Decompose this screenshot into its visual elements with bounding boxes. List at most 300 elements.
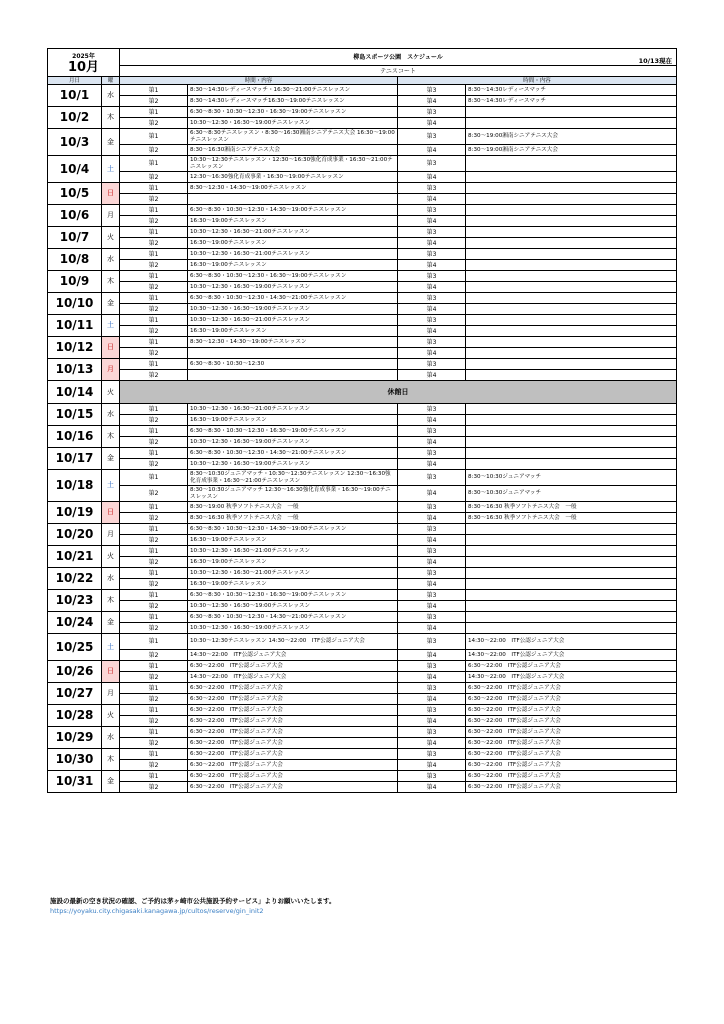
- weekday-cell: 火: [102, 381, 120, 404]
- schedule-row: [48, 156, 677, 172]
- date-cell: 10/20: [48, 524, 102, 546]
- schedule-row: [48, 672, 677, 683]
- court-label: 第2: [120, 601, 188, 612]
- schedule-row: [48, 448, 677, 459]
- date-cell: 10/31: [48, 771, 102, 793]
- schedule-content: [466, 524, 677, 535]
- date-cell: 10/17: [48, 448, 102, 470]
- schedule-content: [466, 293, 677, 304]
- weekday-cell: 金: [102, 771, 120, 793]
- schedule-content: 6:30～22:00 ITF公認ジュニア大会: [188, 749, 398, 760]
- schedule-content: 6:30～8:30・10:30～12:30・14:30～19:00テニスレッスン: [188, 205, 398, 216]
- court-label: 第3: [398, 404, 466, 415]
- court-label: 第3: [398, 705, 466, 716]
- schedule-row: [48, 194, 677, 205]
- court-label: 第2: [120, 782, 188, 793]
- col-header-content-left: 時間・内容: [120, 77, 398, 85]
- schedule-content: 10:30～12:30・16:30～21:00テニスレッスン: [188, 249, 398, 260]
- date-cell: 10/27: [48, 683, 102, 705]
- schedule-row: [48, 293, 677, 304]
- weekday-cell: 水: [102, 85, 120, 107]
- schedule-row: [48, 601, 677, 612]
- weekday-cell: 日: [102, 183, 120, 205]
- court-label: 第2: [120, 118, 188, 129]
- schedule-row: [48, 85, 677, 96]
- court-label: 第4: [398, 326, 466, 337]
- schedule-content: [466, 107, 677, 118]
- date-cell: 10/2: [48, 107, 102, 129]
- schedule-row: [48, 227, 677, 238]
- court-label: 第2: [120, 437, 188, 448]
- schedule-content: 8:30～14:30レディースマッチ・16:30～21:00テニスレッスン: [188, 85, 398, 96]
- schedule-content: 6:30～8:30・10:30～12:30・14:30～21:00テニスレッスン: [188, 448, 398, 459]
- court-label: 第1: [120, 771, 188, 782]
- month-label: 10月: [67, 59, 100, 75]
- court-label: 第4: [398, 716, 466, 727]
- court-label: 第1: [120, 448, 188, 459]
- weekday-cell: 火: [102, 705, 120, 727]
- schedule-content: 6:30～8:30・10:30～12:30・14:30～21:00テニスレッスン: [188, 293, 398, 304]
- date-cell: 10/28: [48, 705, 102, 727]
- court-label: 第1: [120, 107, 188, 118]
- schedule-row: [48, 513, 677, 524]
- schedule-content: 8:30～16:30 秋季ソフトテニス大会 一般: [466, 502, 677, 513]
- weekday-cell: 月: [102, 359, 120, 381]
- schedule-content: 10:30～12:30テニスレッスン・12:30～16:30強化育成事業・16:30～21:00テニスレッスン: [188, 156, 398, 172]
- court-label: 第2: [120, 716, 188, 727]
- date-cell: 10/29: [48, 727, 102, 749]
- schedule-content: 8:30～10:30ジュニアマッチ 12:30～16:30強化育成事業・16:30～19:00テニスレッスン: [188, 486, 398, 502]
- court-label: 第3: [398, 156, 466, 172]
- footer-note: 施設の最新の空き状況の確認、ご予約は茅ヶ崎市公共施設予約サービス」よりお願いいたします。: [50, 897, 336, 905]
- court-label: 第3: [398, 85, 466, 96]
- schedule-content: 16:30～19:00テニスレッスン: [188, 557, 398, 568]
- schedule-content: 6:30～8:30・10:30～12:30・14:30～19:00テニスレッスン: [188, 524, 398, 535]
- schedule-content: 6:30～22:00 ITF公認ジュニア大会: [188, 694, 398, 705]
- schedule-content: 16:30～19:00テニスレッスン: [188, 415, 398, 426]
- court-label: 第4: [398, 459, 466, 470]
- schedule-row: [48, 315, 677, 326]
- court-label: 第1: [120, 426, 188, 437]
- court-label: 第1: [120, 749, 188, 760]
- schedule-content: 6:30～22:00 ITF公認ジュニア大会: [188, 771, 398, 782]
- court-label: 第1: [120, 568, 188, 579]
- court-label: 第2: [120, 694, 188, 705]
- court-label: 第2: [120, 370, 188, 381]
- court-label: 第4: [398, 437, 466, 448]
- schedule-content: 14:30～22:00 ITF公認ジュニア大会: [188, 650, 398, 661]
- schedule-content: [466, 238, 677, 249]
- schedule-content: 6:30～22:00 ITF公認ジュニア大会: [466, 716, 677, 727]
- schedule-content: 10:30～12:30・16:30～19:00テニスレッスン: [188, 601, 398, 612]
- schedule-content: 12:30～16:30強化育成事業・16:30～19:00テニスレッスン: [188, 172, 398, 183]
- schedule-content: 8:30～12:30・14:30～19:00テニスレッスン: [188, 337, 398, 348]
- page-title-cell: [120, 49, 677, 66]
- weekday-cell: 土: [102, 315, 120, 337]
- year-month-cell: [48, 49, 120, 77]
- date-cell: 10/26: [48, 661, 102, 683]
- schedule-content: 6:30～22:00 ITF公認ジュニア大会: [188, 683, 398, 694]
- schedule-content: 8:30～10:30ジュニアマッチ: [466, 470, 677, 486]
- schedule-content: [466, 448, 677, 459]
- court-label: 第3: [398, 293, 466, 304]
- court-label: 第2: [120, 535, 188, 546]
- court-label: 第4: [398, 672, 466, 683]
- court-label: 第1: [120, 612, 188, 623]
- schedule-row: [48, 172, 677, 183]
- schedule-row: [48, 359, 677, 370]
- date-cell: 10/24: [48, 612, 102, 634]
- schedule-content: [466, 546, 677, 557]
- schedule-row: [48, 470, 677, 486]
- court-label: 第3: [398, 205, 466, 216]
- schedule-content: [466, 623, 677, 634]
- weekday-cell: 火: [102, 546, 120, 568]
- schedule-sheet: [47, 48, 676, 793]
- schedule-content: 6:30～8:30・10:30～12:30・16:30～19:00テニスレッスン: [188, 107, 398, 118]
- schedule-content: 6:30～22:00 ITF公認ジュニア大会: [466, 771, 677, 782]
- weekday-cell: 木: [102, 426, 120, 448]
- schedule-content: 14:30～22:00 ITF公認ジュニア大会: [466, 672, 677, 683]
- court-label: 第2: [120, 513, 188, 524]
- schedule-row: [48, 415, 677, 426]
- venue-label: テニスコート: [120, 66, 677, 77]
- date-cell: 10/30: [48, 749, 102, 771]
- schedule-row: [48, 557, 677, 568]
- weekday-cell: 日: [102, 337, 120, 359]
- schedule-row: [48, 634, 677, 650]
- court-label: 第2: [120, 415, 188, 426]
- court-label: 第4: [398, 194, 466, 205]
- date-cell: 10/19: [48, 502, 102, 524]
- court-label: 第3: [398, 129, 466, 145]
- court-label: 第1: [120, 683, 188, 694]
- date-cell: 10/12: [48, 337, 102, 359]
- schedule-content: 8:30～16:30 秋季ソフトテニス大会 一般: [188, 513, 398, 524]
- court-label: 第1: [120, 337, 188, 348]
- schedule-content: [466, 194, 677, 205]
- schedule-row: [48, 683, 677, 694]
- schedule-content: 8:30～14:30レディースマッチ: [466, 85, 677, 96]
- court-label: 第1: [120, 183, 188, 194]
- schedule-content: [466, 359, 677, 370]
- court-label: 第4: [398, 96, 466, 107]
- weekday-cell: 月: [102, 683, 120, 705]
- weekday-cell: 日: [102, 502, 120, 524]
- weekday-cell: 水: [102, 404, 120, 426]
- schedule-row: [48, 304, 677, 315]
- schedule-content: [466, 249, 677, 260]
- schedule-row: [48, 249, 677, 260]
- reservation-link[interactable]: https://yoyaku.city.chigasaki.kanagawa.jp/cultos/reserve/gin_init2: [50, 907, 264, 915]
- schedule-content: 6:30～22:00 ITF公認ジュニア大会: [188, 661, 398, 672]
- court-label: 第4: [398, 535, 466, 546]
- date-cell: 10/16: [48, 426, 102, 448]
- schedule-content: 10:30～12:30・16:30～21:00テニスレッスン: [188, 568, 398, 579]
- schedule-content: [188, 348, 398, 359]
- court-label: 第4: [398, 601, 466, 612]
- schedule-row: [48, 282, 677, 293]
- court-label: 第1: [120, 359, 188, 370]
- schedule-content: [466, 337, 677, 348]
- schedule-content: 8:30～16:30 秋季ソフトテニス大会 一般: [466, 513, 677, 524]
- schedule-content: 8:30～12:30・14:30～19:00テニスレッスン: [188, 183, 398, 194]
- court-label: 第3: [398, 568, 466, 579]
- schedule-content: [466, 118, 677, 129]
- schedule-row: [48, 694, 677, 705]
- court-label: 第4: [398, 304, 466, 315]
- date-cell: 10/10: [48, 293, 102, 315]
- court-label: 第3: [398, 337, 466, 348]
- schedule-content: 8:30～19:00湘南シニアテニス大会: [466, 145, 677, 156]
- court-label: 第4: [398, 650, 466, 661]
- court-label: 第4: [398, 348, 466, 359]
- court-label: 第1: [120, 634, 188, 650]
- schedule-content: 8:30～14:30レディースマッチ16:30～19:00テニスレッスン: [188, 96, 398, 107]
- schedule-row: [48, 568, 677, 579]
- court-label: 第1: [120, 249, 188, 260]
- schedule-row: [48, 612, 677, 623]
- court-label: 第3: [398, 271, 466, 282]
- court-label: 第4: [398, 238, 466, 249]
- court-label: 第1: [120, 470, 188, 486]
- court-label: 第3: [398, 661, 466, 672]
- schedule-content: [466, 271, 677, 282]
- schedule-content: 10:30～12:30・16:30～21:00テニスレッスン: [188, 227, 398, 238]
- schedule-content: [466, 370, 677, 381]
- schedule-content: 14:30～22:00 ITF公認ジュニア大会: [466, 634, 677, 650]
- weekday-cell: 土: [102, 634, 120, 661]
- court-label: 第4: [398, 145, 466, 156]
- schedule-content: 6:30～22:00 ITF公認ジュニア大会: [466, 705, 677, 716]
- schedule-content: [466, 426, 677, 437]
- court-label: 第2: [120, 216, 188, 227]
- col-header-content-right: 時間・内容: [398, 77, 677, 85]
- schedule-row: [48, 502, 677, 513]
- weekday-cell: 土: [102, 470, 120, 502]
- schedule-row: [48, 546, 677, 557]
- schedule-content: 6:30～22:00 ITF公認ジュニア大会: [466, 760, 677, 771]
- schedule-content: [188, 194, 398, 205]
- schedule-row: [48, 205, 677, 216]
- court-label: 第1: [120, 271, 188, 282]
- schedule-row: [48, 216, 677, 227]
- weekday-cell: 水: [102, 568, 120, 590]
- court-label: 第2: [120, 579, 188, 590]
- court-label: 第2: [120, 304, 188, 315]
- court-label: 第1: [120, 546, 188, 557]
- as-of-date: 10/13現在: [638, 57, 673, 65]
- schedule-row: [48, 623, 677, 634]
- court-label: 第4: [398, 782, 466, 793]
- schedule-row: [48, 716, 677, 727]
- court-label: 第3: [398, 502, 466, 513]
- weekday-cell: 日: [102, 661, 120, 683]
- court-label: 第1: [120, 205, 188, 216]
- schedule-content: 6:30～8:30・10:30～12:30・16:30～19:00テニスレッスン: [188, 271, 398, 282]
- schedule-content: 6:30～22:00 ITF公認ジュニア大会: [466, 749, 677, 760]
- court-label: 第3: [398, 683, 466, 694]
- weekday-cell: 水: [102, 727, 120, 749]
- schedule-content: [466, 579, 677, 590]
- schedule-content: 10:30～12:30・16:30～19:00テニスレッスン: [188, 118, 398, 129]
- court-label: 第1: [120, 727, 188, 738]
- date-cell: 10/3: [48, 129, 102, 156]
- schedule-content: 6:30～22:00 ITF公認ジュニア大会: [466, 727, 677, 738]
- schedule-row: [48, 326, 677, 337]
- schedule-content: 6:30～22:00 ITF公認ジュニア大会: [188, 716, 398, 727]
- court-label: 第4: [398, 216, 466, 227]
- schedule-content: [466, 348, 677, 359]
- schedule-row: [48, 145, 677, 156]
- court-label: 第2: [120, 172, 188, 183]
- weekday-cell: 土: [102, 156, 120, 183]
- schedule-content: 6:30～8:30テニスレッスン・8:30～16:30湘南シニアテニス大会 16:30～19:00テニスレッスン: [188, 129, 398, 145]
- date-cell: 10/9: [48, 271, 102, 293]
- court-label: 第3: [398, 634, 466, 650]
- date-cell: 10/15: [48, 404, 102, 426]
- schedule-content: 6:30～8:30・10:30～12:30・14:30～21:00テニスレッスン: [188, 612, 398, 623]
- schedule-row: [48, 260, 677, 271]
- court-label: 第1: [120, 156, 188, 172]
- weekday-cell: 金: [102, 293, 120, 315]
- court-label: 第3: [398, 227, 466, 238]
- schedule-content: 6:30～22:00 ITF公認ジュニア大会: [188, 782, 398, 793]
- court-label: 第3: [398, 448, 466, 459]
- schedule-content: 10:30～12:30・16:30～19:00テニスレッスン: [188, 459, 398, 470]
- schedule-row: [48, 404, 677, 415]
- col-header-date: 月日: [48, 77, 102, 85]
- schedule-content: [466, 216, 677, 227]
- schedule-content: 10:30～12:30・16:30～21:00テニスレッスン: [188, 546, 398, 557]
- schedule-content: [466, 437, 677, 448]
- court-label: 第1: [120, 293, 188, 304]
- col-header-dow: 曜: [102, 77, 120, 85]
- schedule-content: 14:30～22:00 ITF公認ジュニア大会: [188, 672, 398, 683]
- court-label: 第4: [398, 694, 466, 705]
- weekday-cell: 木: [102, 590, 120, 612]
- court-label: 第4: [398, 260, 466, 271]
- schedule-content: [466, 156, 677, 172]
- schedule-content: 14:30～22:00 ITF公認ジュニア大会: [466, 650, 677, 661]
- court-label: 第3: [398, 590, 466, 601]
- date-cell: 10/23: [48, 590, 102, 612]
- schedule-row: [48, 579, 677, 590]
- court-label: 第4: [398, 415, 466, 426]
- date-cell: 10/7: [48, 227, 102, 249]
- court-label: 第3: [398, 183, 466, 194]
- schedule-content: [188, 370, 398, 381]
- schedule-content: [466, 315, 677, 326]
- court-label: 第1: [120, 661, 188, 672]
- year-label: 2025年: [72, 52, 95, 60]
- court-label: 第3: [398, 612, 466, 623]
- schedule-content: 16:30～19:00テニスレッスン: [188, 260, 398, 271]
- court-label: 第3: [398, 771, 466, 782]
- schedule-content: [466, 601, 677, 612]
- schedule-row: [48, 650, 677, 661]
- schedule-row: [48, 535, 677, 546]
- court-label: 第4: [398, 738, 466, 749]
- date-cell: 10/21: [48, 546, 102, 568]
- schedule-row: [48, 771, 677, 782]
- schedule-content: 8:30～19:00 秋季ソフトテニス大会 一般: [188, 502, 398, 513]
- schedule-table: [47, 48, 677, 793]
- schedule-content: 6:30～22:00 ITF公認ジュニア大会: [466, 738, 677, 749]
- schedule-row-closed: [48, 381, 677, 404]
- court-label: 第4: [398, 172, 466, 183]
- schedule-content: 10:30～12:30・16:30～19:00テニスレッスン: [188, 304, 398, 315]
- schedule-content: [466, 260, 677, 271]
- court-label: 第2: [120, 486, 188, 502]
- schedule-row: [48, 749, 677, 760]
- schedule-content: [466, 568, 677, 579]
- weekday-cell: 金: [102, 612, 120, 634]
- schedule-content: 6:30～8:30・10:30～12:30・16:30～19:00テニスレッスン: [188, 590, 398, 601]
- court-label: 第1: [120, 129, 188, 145]
- schedule-content: [466, 304, 677, 315]
- schedule-row: [48, 96, 677, 107]
- schedule-content: 16:30～19:00テニスレッスン: [188, 579, 398, 590]
- schedule-content: 6:30～8:30・10:30～12:30: [188, 359, 398, 370]
- weekday-cell: 月: [102, 205, 120, 227]
- court-label: 第2: [120, 348, 188, 359]
- date-cell: 10/18: [48, 470, 102, 502]
- schedule-content: [466, 172, 677, 183]
- date-cell: 10/14: [48, 381, 102, 404]
- schedule-content: [466, 227, 677, 238]
- schedule-row: [48, 727, 677, 738]
- court-label: 第2: [120, 650, 188, 661]
- schedule-content: 6:30～22:00 ITF公認ジュニア大会: [466, 661, 677, 672]
- date-cell: 10/11: [48, 315, 102, 337]
- schedule-content: 8:30～10:30ジュニアマッチ: [466, 486, 677, 502]
- court-label: 第2: [120, 282, 188, 293]
- court-label: 第3: [398, 359, 466, 370]
- court-label: 第2: [120, 623, 188, 634]
- court-label: 第3: [398, 524, 466, 535]
- schedule-content: 8:30～14:30レディースマッチ: [466, 96, 677, 107]
- schedule-row: [48, 129, 677, 145]
- court-label: 第1: [120, 315, 188, 326]
- schedule-content: 10:30～12:30・16:30～21:00テニスレッスン: [188, 315, 398, 326]
- court-label: 第4: [398, 118, 466, 129]
- schedule-row: [48, 459, 677, 470]
- court-label: 第4: [398, 557, 466, 568]
- schedule-content: 6:30～22:00 ITF公認ジュニア大会: [188, 738, 398, 749]
- date-cell: 10/4: [48, 156, 102, 183]
- schedule-row: [48, 590, 677, 601]
- court-label: 第4: [398, 760, 466, 771]
- court-label: 第2: [120, 96, 188, 107]
- schedule-content: [466, 590, 677, 601]
- court-label: 第1: [120, 404, 188, 415]
- schedule-content: 8:30～16:30湘南シニアテニス大会: [188, 145, 398, 156]
- schedule-row: [48, 705, 677, 716]
- court-label: 第4: [398, 282, 466, 293]
- schedule-content: 10:30～12:30・16:30～21:00テニスレッスン: [188, 404, 398, 415]
- schedule-content: 16:30～19:00テニスレッスン: [188, 238, 398, 249]
- court-label: 第2: [120, 738, 188, 749]
- page-title: 柳島スポーツ公園 スケジュール: [353, 53, 443, 61]
- date-cell: 10/1: [48, 85, 102, 107]
- schedule-content: 10:30～12:30テニスレッスン 14:30～22:00 ITF公認ジュニア大会: [188, 634, 398, 650]
- date-cell: 10/22: [48, 568, 102, 590]
- court-label: 第4: [398, 370, 466, 381]
- schedule-content: 6:30～22:00 ITF公認ジュニア大会: [188, 760, 398, 771]
- schedule-content: [466, 459, 677, 470]
- schedule-content: 6:30～22:00 ITF公認ジュニア大会: [188, 727, 398, 738]
